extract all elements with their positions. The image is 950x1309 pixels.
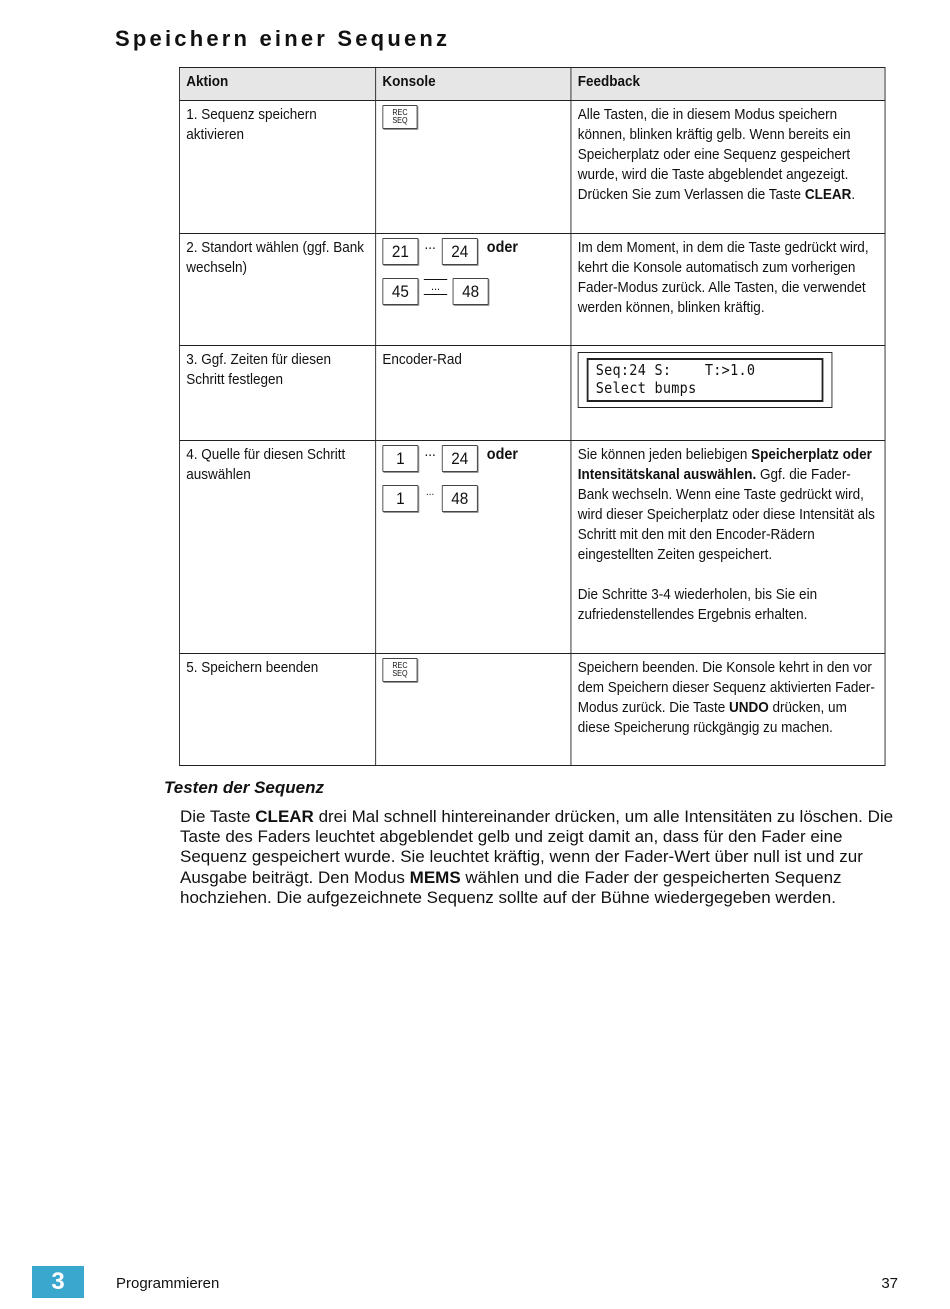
table-row (179, 234, 885, 346)
feedback-paragraph-2: Die Schritte 3-4 wiederholen, bis Sie ein zufriedenstellendes Ergebnis erhalten. (577, 586, 818, 623)
lcd-display (578, 352, 833, 408)
feedback-bold: UNDO (729, 699, 769, 716)
feedback-text: Speichern beenden. Die Konsole kehrt in den vor dem Speichern dieser Sequenz aktivierten Fader-Modus zurück. Die Taste (577, 659, 875, 716)
feedback-bold: CLEAR (804, 186, 852, 203)
footer-section-title: Programmieren (116, 1275, 220, 1292)
key-label-seq: SEQ (392, 116, 408, 125)
lcd-line-2: Select bumps (595, 379, 697, 397)
feedback-cell (571, 441, 885, 654)
key-24: 24 (442, 238, 478, 265)
feedback-text: Sie können jeden beliebigen (577, 446, 752, 463)
feedback-text-end: drücken, um diese Speicherung rückgängig zu machen. (577, 699, 847, 736)
feedback-bold: Speicherplatz oder Intensitätskanal auswählen. (577, 446, 872, 483)
console-cell (376, 441, 571, 654)
range-dots: ... (424, 236, 436, 253)
table-row (179, 441, 885, 654)
rec-seq-key (382, 658, 417, 682)
feedback-text: Alle Tasten, die in diesem Modus speichern können, blinken kräftig gelb. Wenn bereits ein Speicherplatz oder eine Sequenz gespeichert wurde, wird die Taste abgeblendet angezeigt. Drücken Sie zum Verlassen die Taste (577, 106, 851, 203)
oder-label: oder (486, 446, 519, 463)
column-header-aktion: Aktion (179, 68, 375, 101)
feedback-cell (571, 346, 885, 441)
section-subheading: Testen der Sequenz (164, 778, 324, 797)
key-24: 24 (442, 445, 478, 472)
key-21: 21 (382, 238, 418, 265)
action-cell: 2. Standort wählen (ggf. Bank wechseln) (179, 234, 375, 346)
range-dots: ... (424, 443, 436, 460)
table-row (179, 101, 885, 234)
key-45: 45 (382, 278, 418, 305)
feedback-text-end: . (851, 186, 856, 203)
testing-bold-clear: CLEAR (255, 807, 314, 826)
key-label-seq: SEQ (392, 669, 408, 678)
column-header-konsole: Konsole (376, 68, 571, 101)
range-dots: ... (424, 279, 447, 295)
console-cell (376, 234, 571, 346)
action-cell: 1. Sequenz speichern aktivieren (179, 101, 375, 234)
procedure-table (179, 67, 886, 766)
action-cell: 4. Quelle für diesen Schritt auswählen (179, 441, 375, 654)
key-label-rec: REC (392, 108, 408, 117)
lcd-line-1: Seq:24 S: T:>1.0 (595, 361, 756, 379)
page-number: 37 (881, 1275, 898, 1292)
feedback-cell: Im dem Moment, in dem die Taste gedrückt wird, kehrt die Konsole automatisch zum vorherigen Fader-Modus zurück. Alle Tasten, die verwendet werden können, blinken kräftig. (571, 234, 885, 346)
testing-paragraph (180, 807, 910, 908)
page-heading: Speichern einer Sequenz (115, 26, 451, 51)
chapter-number-tab: 3 (32, 1266, 84, 1298)
table-row (179, 346, 885, 441)
action-cell: 3. Ggf. Zeiten für diesen Schritt festlegen (179, 346, 375, 441)
console-cell (376, 654, 571, 766)
table-header-row (179, 68, 885, 101)
oder-label: oder (486, 239, 519, 256)
console-cell: Encoder-Rad (376, 346, 571, 441)
action-cell: 5. Speichern beenden (179, 654, 375, 766)
column-header-feedback: Feedback (571, 68, 885, 101)
key-1: 1 (382, 445, 418, 472)
testing-text-1: Die Taste (180, 807, 256, 826)
key-label-rec: REC (392, 661, 408, 670)
table-row (179, 654, 885, 766)
console-cell (376, 101, 571, 234)
testing-text-2: drei Mal schnell hintereinander drücken, um alle Intensitäten zu löschen. Die Taste des Faders leuchtet abgeblendet gelb und zeigt damit an, dass für den Fader eine Sequenz gespeichert wurde. Sie leuchtet kräftig, wenn der Fader-Wert über null ist und zur Ausgabe beiträgt. Den Modus (180, 807, 894, 887)
range-dots: ... (425, 486, 435, 498)
feedback-paragraph (578, 445, 879, 565)
feedback-cell (571, 101, 885, 234)
lcd-screen (587, 358, 824, 402)
feedback-cell (571, 654, 885, 766)
key-1: 1 (382, 485, 418, 512)
key-48: 48 (453, 278, 489, 305)
testing-bold-mems: MEMS (409, 867, 461, 887)
key-48: 48 (442, 485, 478, 512)
rec-seq-key (382, 105, 417, 129)
feedback-text-end: Ggf. die Fader-Bank wechseln. Wenn eine Taste gedrückt wird, wird dieser Speicherplatz oder diese Intensität als Schritt mit den mit den Encoder-Rädern eingestellten Zeiten gespeichert. (577, 466, 875, 563)
testing-text-3: wählen und die Fader der gespeicherten Sequenz hochziehen. Die aufgezeichnete Sequenz sollte auf der Bühne wiedergegeben werden. (180, 867, 842, 907)
